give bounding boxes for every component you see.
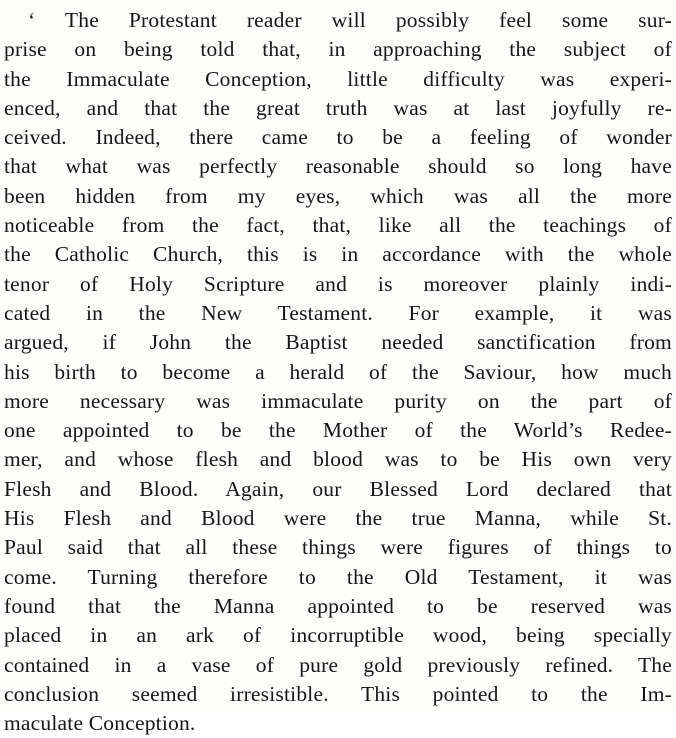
article-paragraph — [4, 6, 672, 738]
text-line: maculate Conception. — [4, 711, 196, 736]
text-line: His Flesh and Blood were the true Manna, while St. — [4, 506, 672, 531]
text-line: mer, and whose flesh and blood was to be His own very — [4, 447, 672, 472]
text-line: found that the Manna appointed to be reserved was — [4, 593, 672, 618]
text-line: noticeable from the fact, that, like all the teachings of — [4, 213, 672, 238]
text-line: come. Turning therefore to the Old Testament, it was — [4, 564, 672, 589]
text-line: placed in an ark of incorruptible wood, being specially — [4, 623, 672, 648]
text-line: that what was perfectly reasonable should so long have — [4, 154, 672, 179]
text-line: been hidden from my eyes, which was all the more — [4, 183, 672, 208]
text-line: his birth to become a herald of the Saviour, how much — [4, 359, 672, 384]
text-line: argued, if John the Baptist needed sanctification from — [4, 330, 672, 355]
text-line: the Immaculate Conception, little difficulty was experi- — [4, 66, 672, 91]
text-line: conclusion seemed irresistible. This pointed to the Im- — [4, 681, 672, 706]
text-line: Flesh and Blood. Again, our Blessed Lord declared that — [4, 476, 672, 501]
text-line: ceived. Indeed, there came to be a feeling of wonder — [4, 125, 672, 150]
text-line: more necessary was immaculate purity on the part of — [4, 388, 672, 413]
text-line: Paul said that all these things were figures of things to — [4, 535, 672, 560]
text-line: contained in a vase of pure gold previously refined. The — [4, 652, 672, 677]
text-line: ‘ The Protestant reader will possibly feel some sur- — [28, 8, 672, 32]
text-line: one appointed to be the Mother of the World’s Redee- — [4, 418, 672, 443]
text-line: tenor of Holy Scripture and is moreover plainly indi- — [4, 271, 672, 296]
text-line: cated in the New Testament. For example, it was — [4, 300, 672, 325]
text-line: the Catholic Church, this is in accordance with the whole — [4, 242, 672, 267]
text-line: enced, and that the great truth was at last joyfully re- — [4, 95, 672, 120]
text-line: prise on being told that, in approaching the subject of — [4, 37, 672, 62]
